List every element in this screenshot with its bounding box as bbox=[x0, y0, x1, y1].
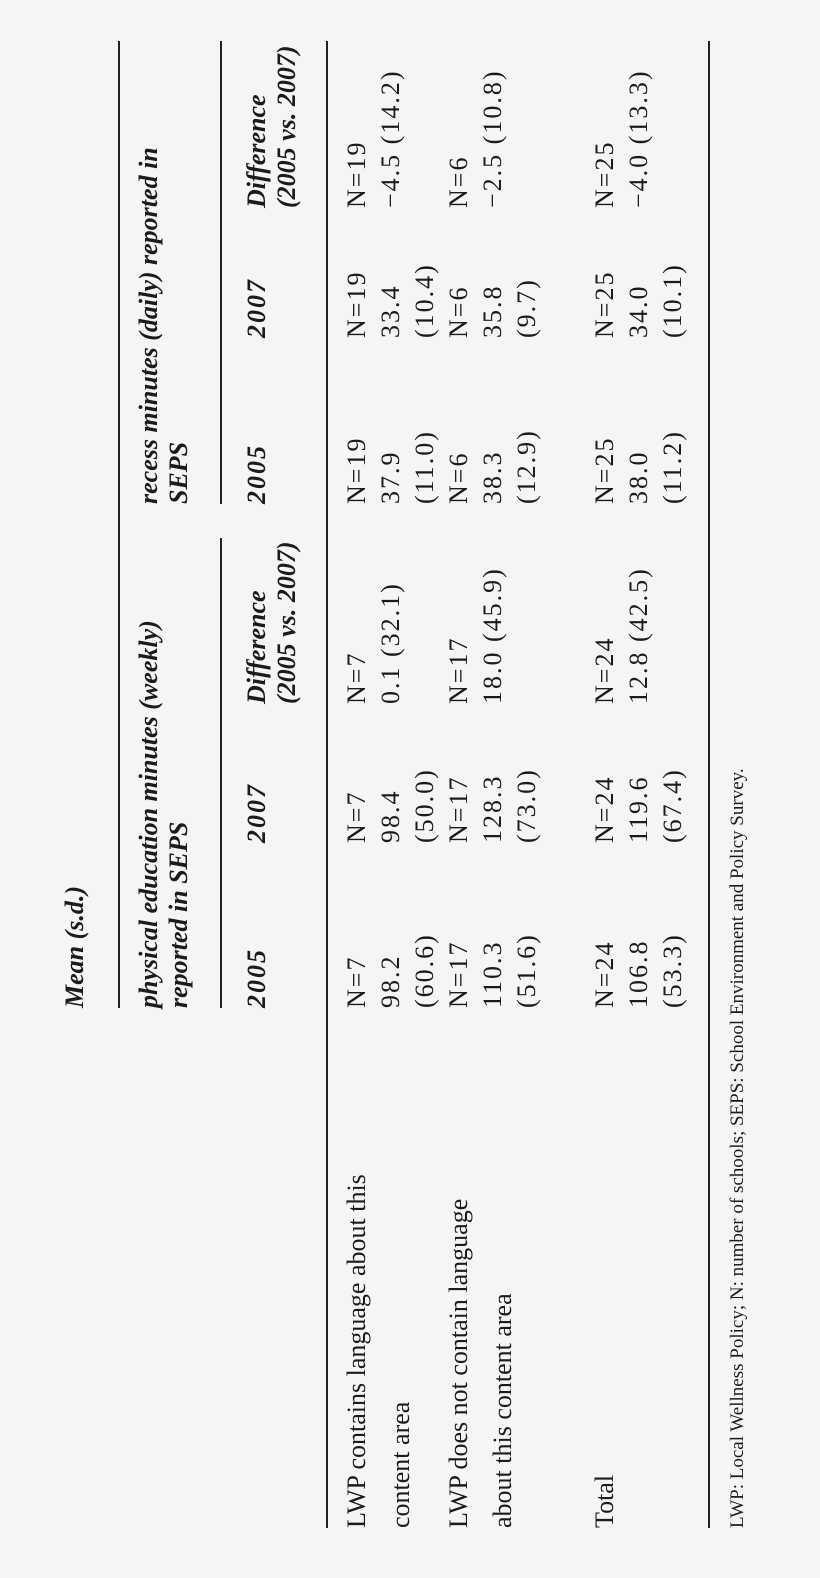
pe-2007-header: 2007 bbox=[242, 783, 271, 843]
cell-mean: 38.0 bbox=[624, 450, 653, 504]
cell-mean: 110.3 bbox=[478, 940, 507, 1008]
cell-n: N=6 bbox=[444, 155, 473, 208]
cell-mean: 98.2 bbox=[376, 954, 405, 1008]
cell-mean: 37.9 bbox=[376, 450, 405, 504]
recess-2007-header: 2007 bbox=[242, 278, 271, 338]
pe-diff-header-line2: (2005 vs. 2007) bbox=[272, 541, 301, 704]
cell-n: N=25 bbox=[590, 270, 619, 338]
cell-n: N=17 bbox=[444, 940, 473, 1008]
cell-mean: 119.6 bbox=[624, 775, 653, 843]
cell-n: N=7 bbox=[342, 651, 371, 704]
cell-mean: 98.4 bbox=[376, 789, 405, 843]
cell-sd: (12.9) bbox=[512, 429, 541, 504]
cell-n: N=6 bbox=[444, 451, 473, 504]
cell-n: N=24 bbox=[590, 636, 619, 704]
cell-mean: 34.0 bbox=[624, 284, 653, 338]
cell-difference: 12.8 (42.5) bbox=[624, 567, 653, 704]
pe-2005-header: 2005 bbox=[242, 948, 271, 1008]
cell-mean: 35.8 bbox=[478, 284, 507, 338]
cell-n: N=6 bbox=[444, 285, 473, 338]
cell-n: N=19 bbox=[342, 140, 371, 208]
row-label-line1: LWP does not contain language bbox=[444, 1198, 473, 1528]
cell-n: N=7 bbox=[342, 955, 371, 1008]
cell-sd: (51.6) bbox=[512, 933, 541, 1008]
cell-sd: (9.7) bbox=[512, 278, 541, 338]
cell-sd: (53.3) bbox=[658, 933, 687, 1008]
cell-n: N=25 bbox=[590, 436, 619, 504]
cell-difference: −4.0 (13.3) bbox=[624, 69, 653, 208]
cell-n: N=24 bbox=[590, 775, 619, 843]
top-rule bbox=[118, 41, 120, 1008]
row-label-line1: LWP contains language about this bbox=[342, 1174, 371, 1528]
row-label-line2: about this content area bbox=[488, 1293, 517, 1528]
table-heading: Mean (s.d.) bbox=[60, 885, 89, 1008]
pe-group-rule bbox=[220, 538, 222, 1008]
cell-n: N=19 bbox=[342, 436, 371, 504]
cell-n: N=24 bbox=[590, 940, 619, 1008]
table-bottom-rule bbox=[708, 41, 710, 1528]
cell-mean: 33.4 bbox=[376, 284, 405, 338]
table-footnote: LWP: Local Wellness Policy; N: number of schools; SEPS: School Environment and Policy Survey. bbox=[727, 768, 748, 1528]
cell-difference: 0.1 (32.1) bbox=[376, 582, 405, 704]
recess-diff-header-line2: (2005 vs. 2007) bbox=[272, 45, 301, 208]
recess-group-header-line1: recess minutes (daily) reported in bbox=[134, 147, 163, 504]
pe-group-header-line1: physical education minutes (weekly) bbox=[134, 620, 163, 1008]
cell-n: N=17 bbox=[444, 636, 473, 704]
cell-sd: (11.0) bbox=[410, 430, 439, 504]
recess-2005-header: 2005 bbox=[242, 444, 271, 504]
cell-sd: (10.4) bbox=[410, 263, 439, 338]
recess-diff-header-line1: Difference bbox=[242, 94, 271, 208]
cell-difference: −4.5 (14.2) bbox=[376, 69, 405, 208]
cell-mean: 128.3 bbox=[478, 774, 507, 843]
row-label-line2: content area bbox=[386, 1401, 415, 1528]
cell-n: N=7 bbox=[342, 790, 371, 843]
pe-diff-header-line1: Difference bbox=[242, 590, 271, 704]
pe-group-header-line2: reported in SEPS bbox=[164, 821, 193, 1008]
cell-difference: 18.0 (45.9) bbox=[478, 567, 507, 704]
row-label-total: Total bbox=[590, 1474, 619, 1528]
cell-sd: (60.6) bbox=[410, 933, 439, 1008]
cell-mean: 106.8 bbox=[624, 939, 653, 1008]
cell-sd: (67.4) bbox=[658, 768, 687, 843]
cell-sd: (11.2) bbox=[658, 430, 687, 504]
cell-mean: 38.3 bbox=[478, 450, 507, 504]
recess-group-rule bbox=[220, 41, 222, 504]
cell-n: N=19 bbox=[342, 270, 371, 338]
cell-n: N=25 bbox=[590, 140, 619, 208]
cell-sd: (73.0) bbox=[512, 768, 541, 843]
cell-sd: (50.0) bbox=[410, 768, 439, 843]
header-bottom-rule bbox=[326, 41, 328, 1528]
recess-group-header-line2: SEPS bbox=[164, 441, 193, 504]
cell-n: N=17 bbox=[444, 775, 473, 843]
cell-sd: (10.1) bbox=[658, 263, 687, 338]
cell-difference: −2.5 (10.8) bbox=[478, 69, 507, 208]
